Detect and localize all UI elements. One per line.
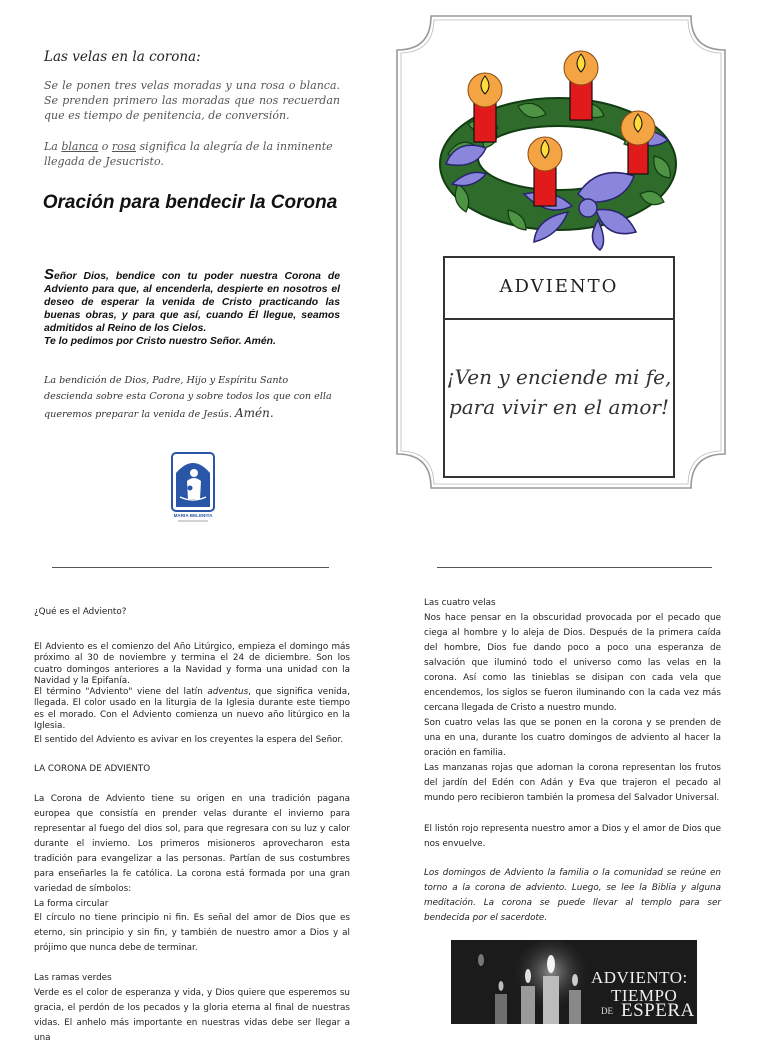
etymology-paragraph: El término "Adviento" viene del latín adventus, que significa venida, llegada. El color usado en la liturgia de la Iglesia durante este tiempo es el morado. Con el Adviento comienza un nuevo año litúrgico en la Iglesia. — [34, 687, 350, 732]
promo-line-3b: ESPERA — [621, 1000, 695, 1021]
blanca-word: blanca — [61, 140, 99, 153]
oracion-body: Señor Dios, bendice con tu poder nuestra Corona de Adviento para que, al encenderla, despierte en nosotros el deseo de esperar la venida de Cristo practicando las buenas obras, y para que así, cuando Él llegue, seamos admitidos al Reino de los Cielos. Te lo pedimos por Cristo nuestro Señor. Amén. — [44, 266, 340, 347]
bendicion-paragraph: La bendición de Dios, Padre, Hijo y Espíritu Santo descienda sobre esta Corona y sobre todos los que con ella queremos preparar la venida de Jesús. Amén. — [44, 375, 332, 420]
logo-text: MARIA BELENITA — [173, 513, 213, 518]
velas-familia-paragraph: Son cuatro velas las que se ponen en la corona y se prenden de una en una, durante los cuatro domingos de adviento al hacer la oración en familia. — [424, 718, 721, 758]
promo-line-2: TIEMPO — [611, 986, 678, 1005]
sentido-paragraph: El sentido del Adviento es avivar en los creyentes la espera del Señor. — [34, 735, 344, 745]
rosa-word: rosa — [111, 140, 136, 153]
forma-circular-paragraph: El círculo no tiene principio ni fin. Es señal del amor de Dios que es eterno, sin principio y sin fin, y también de nuestro amor a Dios y al prójimo que nunca debe de terminar. — [34, 913, 350, 953]
ramas-verdes-paragraph: Verde es el color de esperanza y vida, y Dios quiere que esperemos su gracia, el perdón de los pecados y la gloria eterna al final de nuestras vidas. El anhelo más importante en nuestras vidas debe ser llegar a una — [34, 988, 350, 1043]
manzanas-paragraph: Las manzanas rojas que adornan la corona representan los frutos del jardín del Edén con Adán y Eva que trajeron el pecado al mundo pero recibieron también la promesa del Salvador Universal. — [424, 763, 721, 803]
drop-cap: S — [44, 266, 55, 283]
promo-line-1: ADVIENTO: — [591, 968, 688, 987]
divider-left — [52, 567, 329, 568]
definition-paragraph: El Adviento es el comienzo del Año Litúrgico, empieza el domingo más próximo al 30 de noviembre y termina el 24 de diciembre. Son los cuatro domingos anteriores a la Navidad y forma una unidad con la Navidad y la Epifanía. — [34, 642, 350, 687]
promo-line-3a: DE — [601, 1006, 613, 1016]
cuatro-velas-heading: Las cuatro velas — [424, 598, 496, 608]
verse-line-2: para vivir en el amor! — [448, 395, 670, 419]
velas-heading: Las velas en la corona: — [44, 49, 201, 65]
divider-right — [437, 567, 712, 568]
oracion-title: Oración para bendecir la Corona — [42, 192, 338, 213]
card-verse — [445, 362, 673, 422]
forma-circular-heading: La forma circular — [34, 899, 109, 909]
corona-paragraph: La Corona de Adviento tiene su origen en una tradición pagana europea que consistía en prender velas durante el invierno para representar al fuego del dios sol, para que regresara con su luz y calor durante el invierno. Los primeros misioneros aprovecharon esta tradición para evangelizar a las personas. Partían de sus costumbres para enseñarles la fe católica. La corona está formada por una gran variedad de símbolos: — [34, 794, 350, 894]
card-title: ADVIENTO — [499, 276, 619, 297]
velas-meaning-paragraph: La blanca o rosa significa la alegría de la inminente llegada de Jesucristo. — [44, 140, 333, 168]
cuatro-velas-paragraph: Nos hace pensar en la obscuridad provocada por el pecado que ciega al hombre y lo aleja de Dios. Después de la primera caída del hombre, Dios fue dando poco a poco una esperanza de salvación que iluminó todo el universo como las velas en la corona. Así como las tinieblas se disipan con cada vela que encendemos, los siglos se fueron iluminando con la cada vez más cercana llegada de Cristo a nuestro mundo. — [424, 613, 721, 713]
advent-wreath-icon — [428, 44, 692, 254]
adviento-promo-image — [451, 940, 697, 1024]
domingos-paragraph: Los domingos de Adviento la familia o la comunidad se reúne en torno a la corona de adviento. Luego, se lee la Biblia y alguna meditación. La corona se puede llevar al templo para ser bendecida por el sacerdote. — [424, 868, 721, 923]
amen-word: Amén. — [234, 406, 274, 420]
velas-paragraph: Se le ponen tres velas moradas y una rosa o blanca. Se prenden primero las moradas que nos recuerdan que es tiempo de penitencia, de conversión. — [44, 79, 340, 122]
corona-heading: LA CORONA DE ADVIENTO — [34, 764, 151, 774]
que-es-heading: ¿Qué es el Adviento? — [34, 607, 127, 617]
liston-paragraph: El listón rojo representa nuestro amor a Dios y el amor de Dios que nos envuelve. — [424, 824, 721, 849]
madonna-logo-icon — [170, 451, 216, 525]
oracion-closing: Te lo pedimos por Cristo nuestro Señor. Amén. — [44, 336, 276, 347]
ramas-verdes-heading: Las ramas verdes — [34, 973, 112, 983]
verse-line-1: ¡Ven y enciende mi fe, — [446, 365, 672, 389]
